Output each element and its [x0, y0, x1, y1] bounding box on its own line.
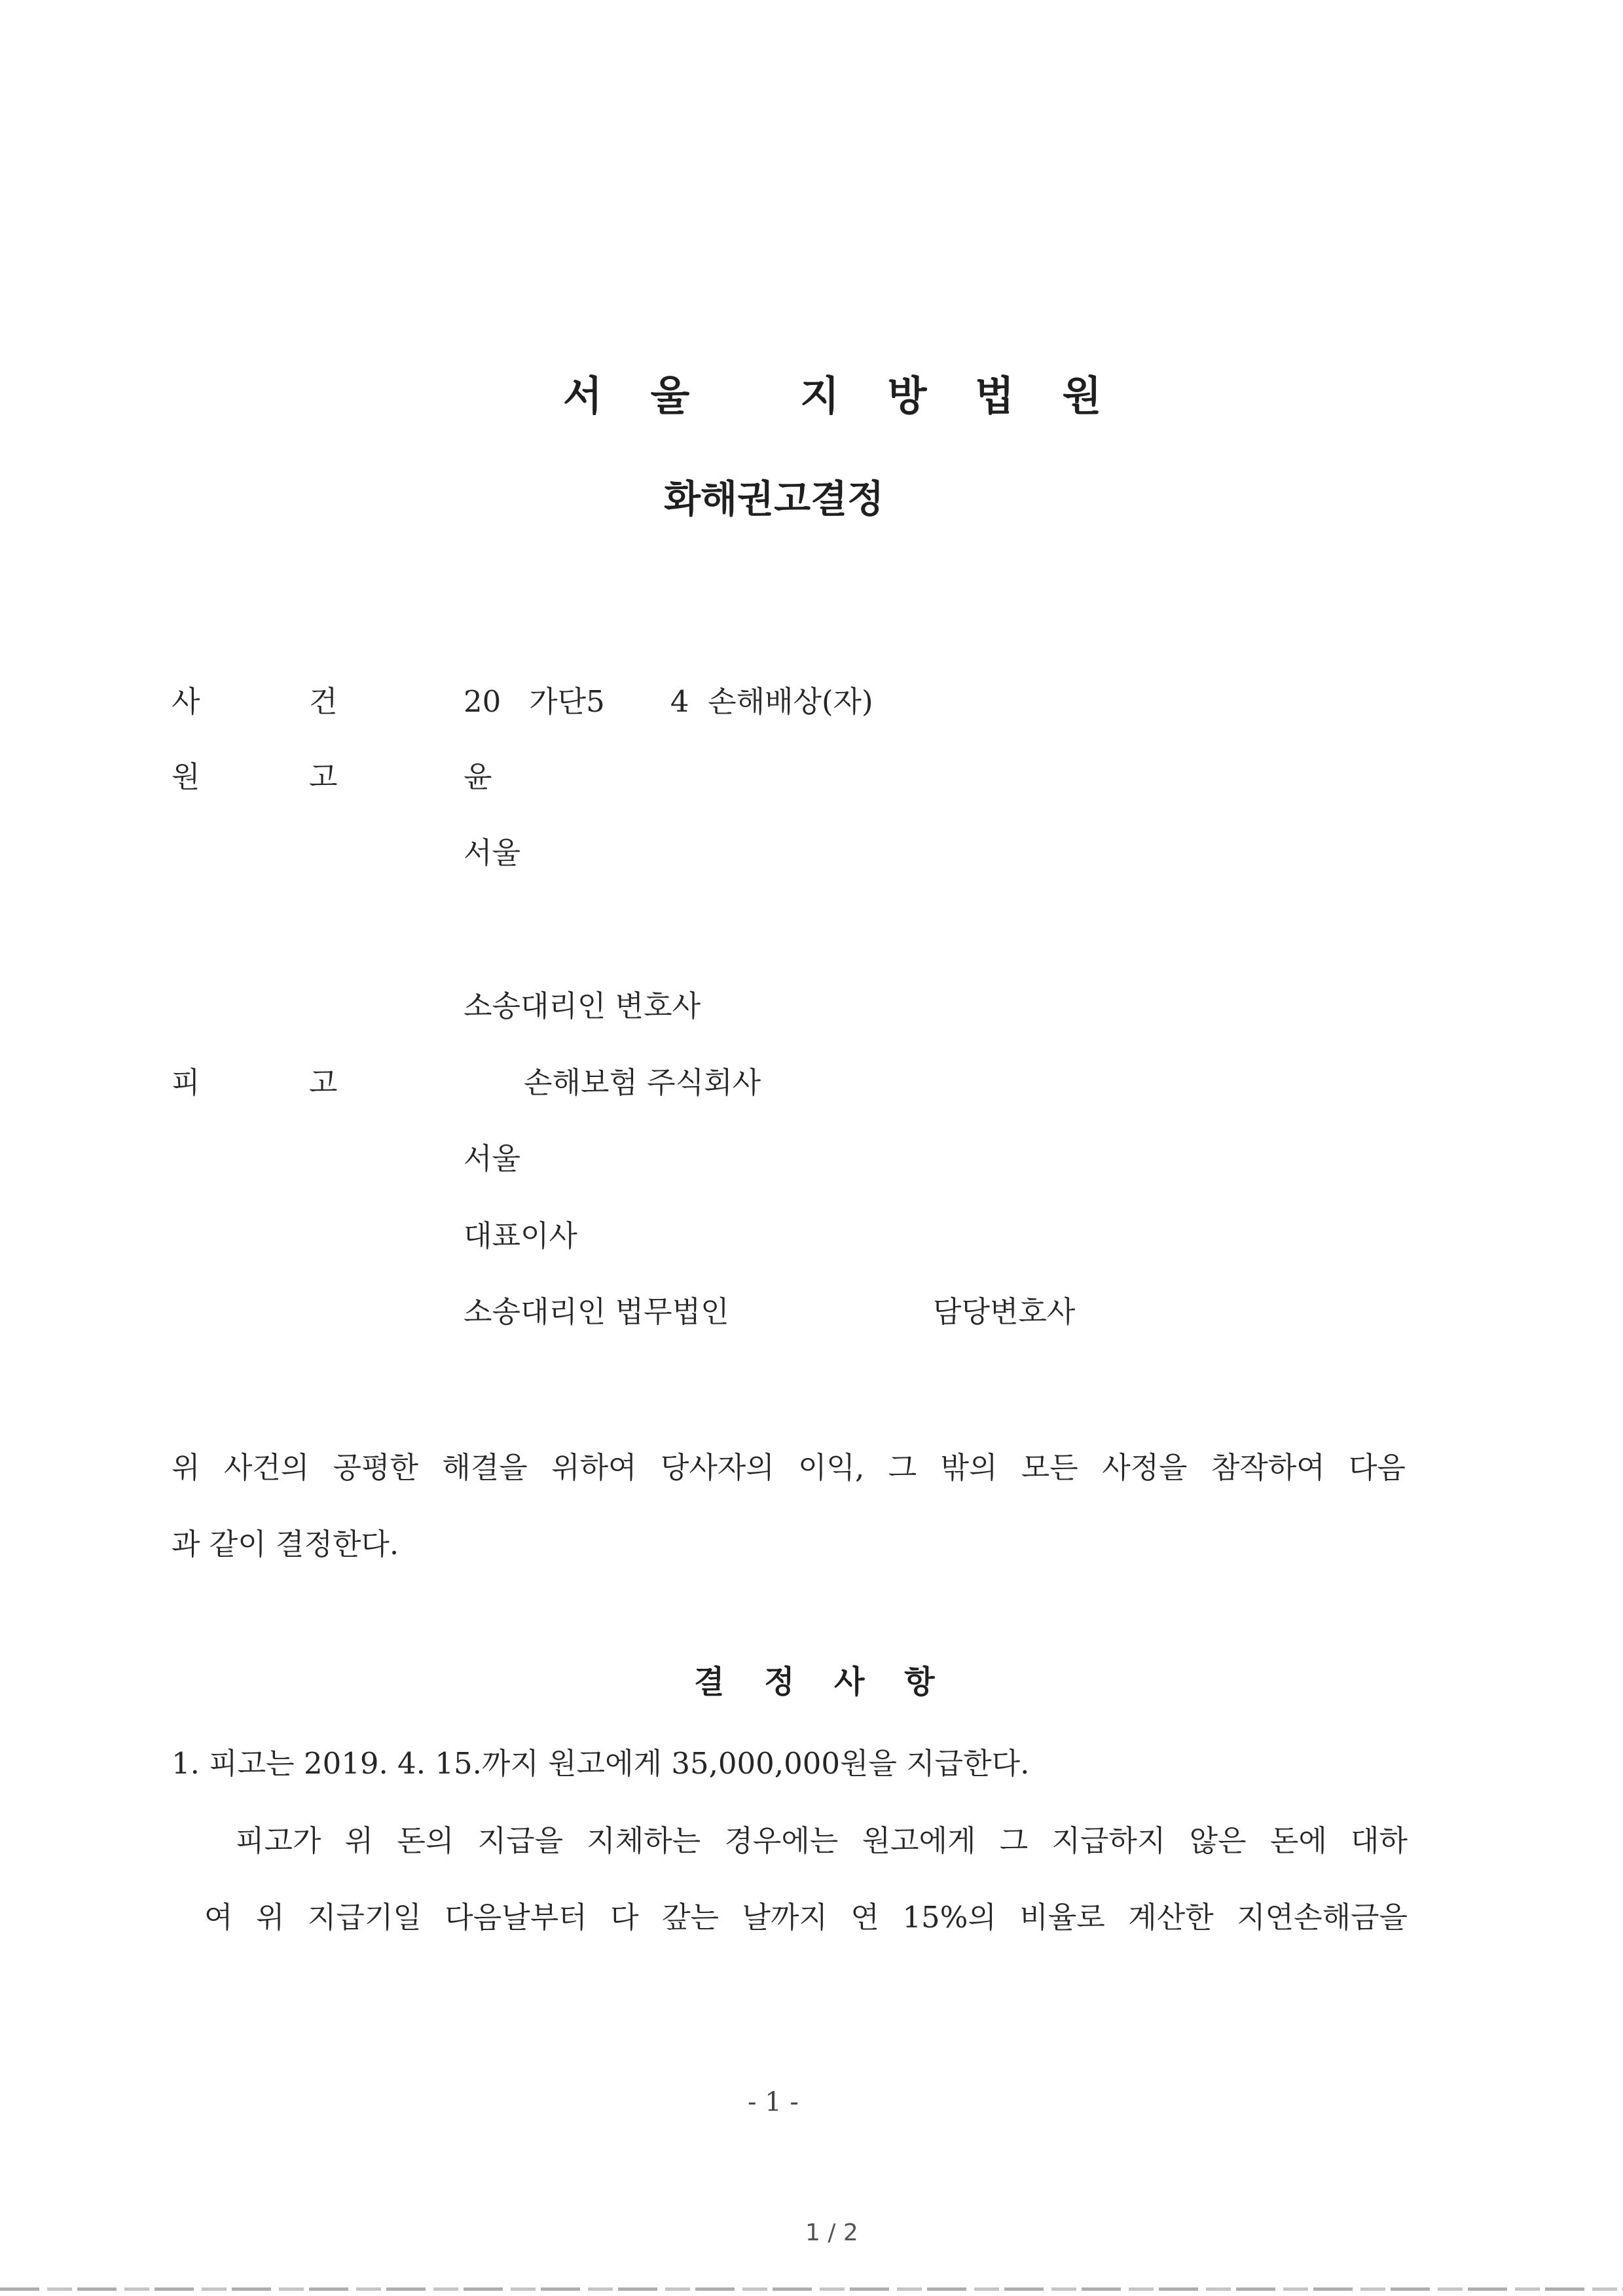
- defendant-attorney-in-charge: 담당변호사: [933, 1294, 1076, 1329]
- plaintiff-attorney: 소송대리인 변호사: [464, 989, 701, 1023]
- intro-line-2: 과 같이 결정한다.: [172, 1527, 399, 1561]
- case-label-2: 건: [309, 684, 338, 719]
- decision-item-1-continuation-2: 여 위 지급기일 다음날부터 다 갚는 날까지 연 15%의 비율로 계산한 지연손해금을: [204, 1900, 1408, 1935]
- defendant-address: 서울: [464, 1141, 520, 1176]
- scan-bottom-edge: [0, 2287, 1623, 2291]
- decision-item-1: 1. 피고는 2019. 4. 15.까지 원고에게 35,000,000원을 지급한다.: [172, 1746, 1030, 1781]
- plaintiff-label-1: 원: [172, 759, 200, 794]
- defendant-attorney: 소송대리인 법무법인: [464, 1294, 729, 1329]
- fax-page-indicator: 1 / 2: [805, 2219, 858, 2246]
- defendant-representative: 대표이사: [464, 1218, 577, 1253]
- court-name: 서 울 지 방 법 원: [563, 372, 1119, 420]
- page-number: - 1 -: [748, 2087, 799, 2117]
- document-title: 화해권고결정: [664, 477, 884, 521]
- defendant-label-1: 피: [172, 1065, 200, 1100]
- defendant-name: 손해보험 주식회사: [524, 1065, 761, 1100]
- decision-item-1-continuation-1: 피고가 위 돈의 지급을 지체하는 경우에는 원고에게 그 지급하지 않은 돈에 대하: [236, 1823, 1408, 1858]
- intro-line-1: 위 사건의 공평한 해결을 위하여 당사자의 이익, 그 밖의 모든 사정을 참작하여 다음: [172, 1450, 1406, 1485]
- plaintiff-name: 윤: [464, 759, 492, 794]
- plaintiff-address: 서울: [464, 835, 520, 870]
- case-label-1: 사: [172, 684, 200, 719]
- plaintiff-label-2: 고: [309, 759, 338, 794]
- defendant-label-2: 고: [309, 1065, 338, 1100]
- case-value: 20 가단5 4 손해배상(자): [464, 684, 873, 719]
- decision-section-title: 결 정 사 항: [694, 1664, 949, 1700]
